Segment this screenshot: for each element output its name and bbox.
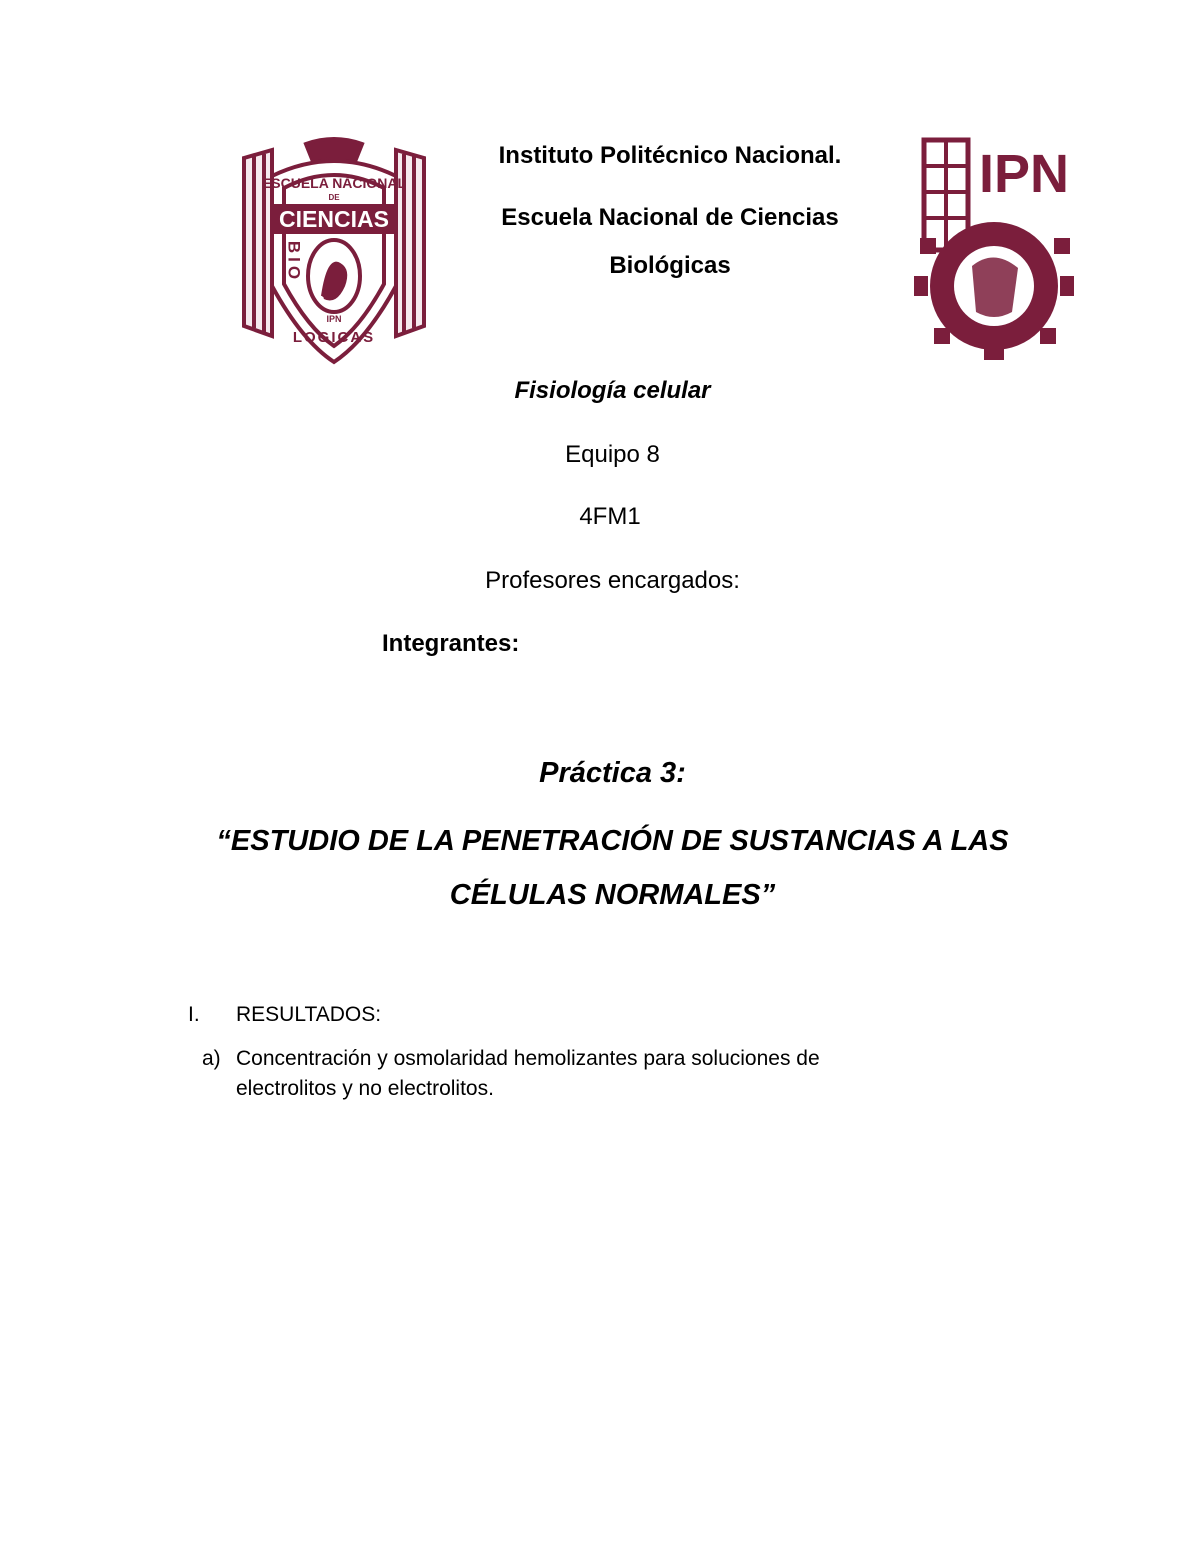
institution-name: Instituto Politécnico Nacional. <box>498 142 842 169</box>
team-label: Equipo 8 <box>565 441 660 468</box>
item-text-line1: Concentración y osmolaridad hemolizantes para soluciones de <box>236 1047 820 1070</box>
professors-label: Profesores encargados: <box>485 567 740 594</box>
item-marker: a) <box>202 1047 221 1070</box>
section-heading: RESULTADOS: <box>236 1003 382 1026</box>
crest-arch-text: ESCUELA NACIONAL <box>261 175 407 191</box>
item-text-line2: electrolitos y no electrolitos. <box>236 1077 494 1100</box>
crest-ipn-text: IPN <box>326 314 342 324</box>
subject-title: Fisiología celular <box>514 377 711 404</box>
ipn-emblem-text: IPN <box>978 144 1070 204</box>
ipn-emblem-logo <box>906 136 1076 368</box>
school-name-line2: Biológicas <box>609 252 731 279</box>
encb-crest-icon <box>236 136 432 366</box>
school-name-line1: Escuela Nacional de Ciencias <box>501 204 839 231</box>
practice-title-line1: “ESTUDIO DE LA PENETRACIÓN DE SUSTANCIAS A LAS <box>216 825 1009 857</box>
crest-band-text: CIENCIAS <box>279 206 389 232</box>
section-number: I. <box>188 1003 200 1026</box>
crest-de-text: DE <box>328 193 340 202</box>
encb-crest-logo <box>236 136 432 366</box>
practice-title-line2: CÉLULAS NORMALES” <box>449 879 776 911</box>
practice-number: Práctica 3: <box>539 757 686 789</box>
crest-left-letters: BIO <box>284 240 304 284</box>
group-label: 4FM1 <box>579 503 641 530</box>
ipn-gear-emblem-icon <box>906 136 1076 368</box>
members-label: Integrantes: <box>382 630 520 657</box>
crest-bottom-letters: LOGICAS <box>292 329 376 346</box>
